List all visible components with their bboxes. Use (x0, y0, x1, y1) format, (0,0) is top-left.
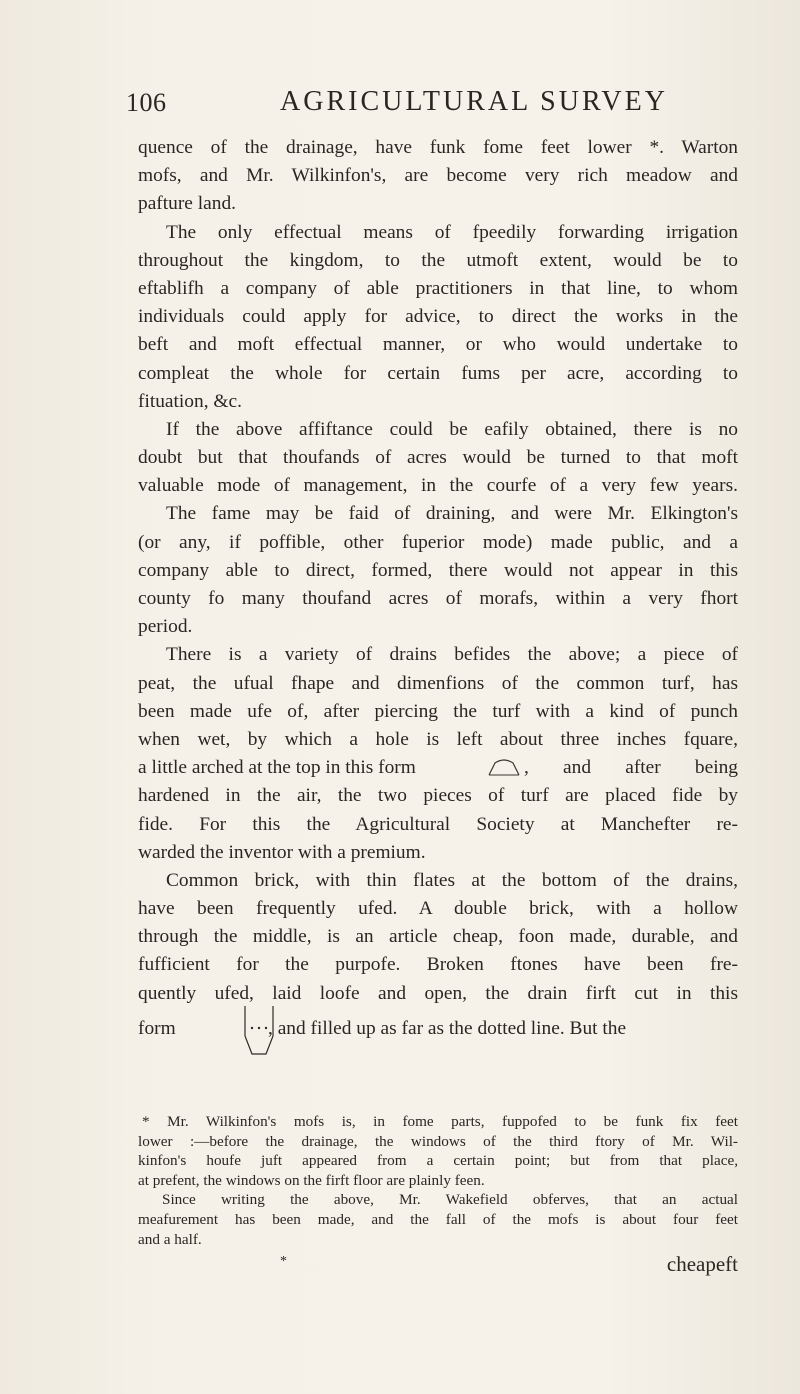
text-line: fufficient for the purpofe. Broken ftones have been fre- (138, 954, 738, 976)
text-line: throughout the kingdom, to the utmoft extent, would be to (138, 249, 738, 271)
text-line: county fo many thoufand acres of morafs, within a very fhort (138, 588, 738, 609)
form-line (138, 1016, 738, 1072)
text-line: through the middle, is an article cheap, foon made, durable, and (138, 926, 738, 948)
text-line: If the above affiftance could be eafily obtained, there is no (166, 418, 738, 440)
text-line: Common brick, with thin flates at the bottom of the drains, (166, 869, 738, 891)
footnote-line: Since writing the above, Mr. Wakefield obferves, that an actual (162, 1191, 738, 1209)
arched-drain-figure (487, 759, 521, 777)
text-line: beft and moft effectual manner, or who would undertake to (138, 334, 738, 356)
text-line: individuals could apply for advice, to direct the works in the (138, 306, 738, 328)
text-line: The only effectual means of fpeedily forwarding irrigation (166, 221, 738, 243)
form-suffix: , and filled up as far as the dotted line. But the (268, 1017, 627, 1039)
text-line: valuable mode of management, in the courfe of a very few years. (138, 475, 738, 497)
text-line: have been frequently ufed. A double brick, with a hollow (138, 898, 738, 920)
text-line: fide. For this the Agricultural Society at Manchefter re- (138, 813, 738, 835)
page-number: 106 (126, 88, 167, 117)
text-fragment: , and after being (524, 757, 738, 779)
text-line: been made ufe of, after piercing the turf with a kind of punch (138, 700, 738, 722)
text-line: doubt but that thoufands of acres would be turned to that moft (138, 447, 738, 469)
footnote-line: * Mr. Wilkinfon's mofs is, in fome parts, fuppofed to be funk fix feet (142, 1113, 738, 1130)
signature-mark: * (280, 1254, 287, 1269)
running-head (126, 86, 696, 120)
text-line: compleat the whole for certain fums per acre, according to (138, 362, 738, 384)
text-line: (or any, if poffible, other fuperior mode) made public, and a (138, 531, 738, 553)
text-line: period. (138, 616, 193, 638)
text-line: quence of the drainage, have funk fome feet lower *. Warton (138, 137, 738, 158)
text-line: The fame may be faid of draining, and were Mr. Elkington's (166, 503, 738, 525)
text-line-with-figure (138, 754, 738, 782)
text-line: eftablifh a company of able practitioners in that line, to whom (138, 277, 738, 299)
text-line: warded the inventor with a premium. (138, 841, 426, 863)
text-line: There is a variety of drains befides the above; a piece of (166, 644, 738, 666)
footnote-line: meafurement has been made, and the fall of the mofs is about four feet (138, 1210, 738, 1228)
text-fragment: a little arched at the top in this form (138, 757, 416, 779)
text-line: company able to direct, formed, there would not appear in this (138, 559, 738, 581)
text-line: fituation, &c. (138, 390, 242, 412)
footnote-line: and a half. (138, 1230, 202, 1248)
footnotes (138, 1112, 738, 1249)
text-line: mofs, and Mr. Wilkinfon's, are become very rich meadow and (138, 165, 738, 187)
text-line: peat, the ufual fhape and dimenfions of the common turf, has (138, 672, 738, 694)
running-title: AGRICULTURAL SURVEY (280, 86, 668, 117)
footnote-line: at prefent, the windows on the firft floor are plainly feen. (138, 1171, 485, 1189)
text-line: quently ufed, laid loofe and open, the drain firft cut in this (138, 982, 738, 1004)
text-line: hardened in the air, the two pieces of turf are placed fide by (138, 785, 738, 807)
page-foot (138, 1254, 738, 1284)
footnote-line: kinfon's houfe juft appeared from a certain point; but from that place, (138, 1152, 738, 1170)
footnote-line: lower :—before the drainage, the windows of the third ftory of Mr. Wil- (138, 1132, 738, 1150)
form-prefix: form (138, 1017, 176, 1039)
text-line: when wet, by which a hole is left about three inches fquare, (138, 728, 738, 750)
catchword: cheapeft (666, 1252, 738, 1276)
text-line: pafture land. (138, 193, 236, 215)
body-text (138, 134, 738, 1072)
